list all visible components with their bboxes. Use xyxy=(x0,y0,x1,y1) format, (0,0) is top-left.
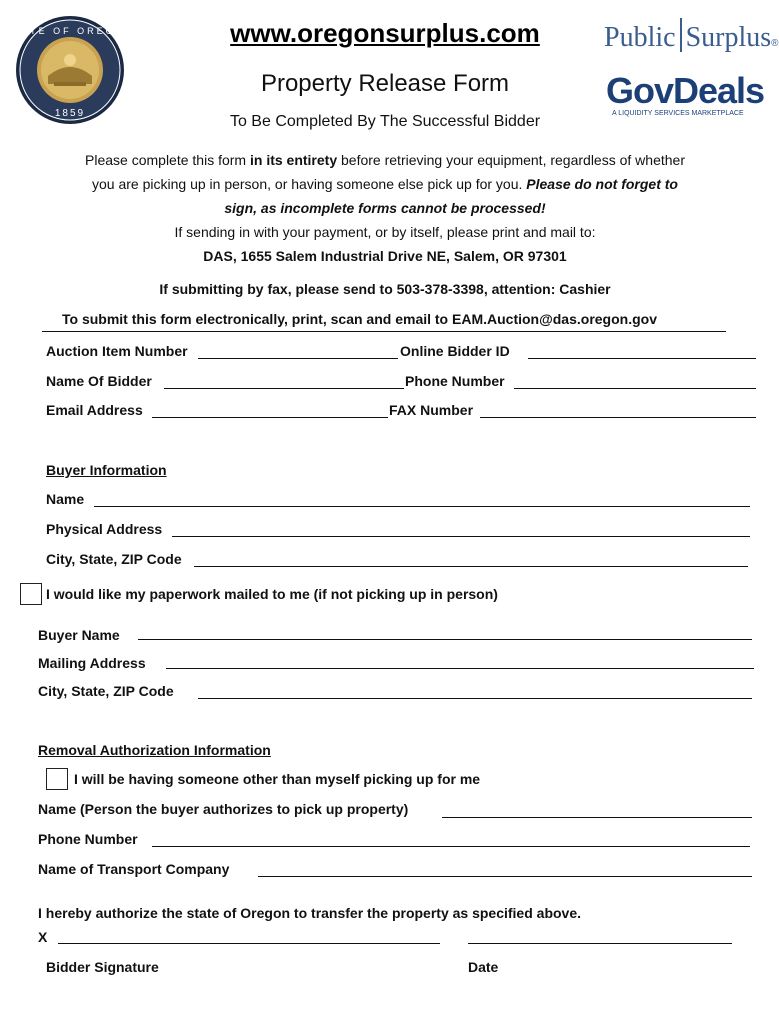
physical-address-label: Physical Address xyxy=(46,521,163,537)
transport-company-field[interactable] xyxy=(258,876,752,877)
authorized-person-label: Name (Person the buyer authorizes to pick up property) xyxy=(38,801,409,817)
mailing-address: DAS, 1655 Salem Industrial Drive NE, Salem, OR 97301 xyxy=(203,248,567,264)
fax-instructions: If submitting by fax, please send to 503-378-3398, attention: Cashier xyxy=(159,281,611,297)
authorized-person-field[interactable] xyxy=(442,817,752,818)
fax-number-field[interactable] xyxy=(480,417,756,418)
page-title: Property Release Form xyxy=(260,70,510,97)
auction-item-field[interactable] xyxy=(198,358,398,359)
mailing-address-label: Mailing Address xyxy=(38,655,146,671)
mail-buyer-name-label: Buyer Name xyxy=(38,627,120,643)
date-field[interactable] xyxy=(468,943,732,944)
instructions-line-1: Please complete this form in its entirety before retrieving your equipment, regardless of whether xyxy=(85,152,685,168)
buyer-city-label: City, State, ZIP Code xyxy=(46,551,182,567)
email-address-label: Email Address xyxy=(46,402,143,418)
public-surplus-logo: Public Surplus® xyxy=(604,18,754,60)
buyer-information-heading: Buyer Information xyxy=(46,462,167,478)
instructions-line-4: If sending in with your payment, or by itself, please print and mail to: xyxy=(174,224,596,240)
transport-company-label: Name of Transport Company xyxy=(38,861,230,877)
someone-else-pickup-checkbox[interactable] xyxy=(46,768,68,790)
fax-number-label: FAX Number xyxy=(389,402,474,418)
mail-city-field[interactable] xyxy=(198,698,752,699)
authorization-statement: I hereby authorize the state of Oregon to transfer the property as specified above. xyxy=(38,905,582,921)
removal-authorization-heading: Removal Authorization Information xyxy=(38,742,271,758)
phone-number-field[interactable] xyxy=(514,388,756,389)
physical-address-field[interactable] xyxy=(172,536,750,537)
mail-buyer-name-field[interactable] xyxy=(138,639,752,640)
date-label: Date xyxy=(468,959,499,975)
removal-phone-label: Phone Number xyxy=(38,831,138,847)
auction-item-label: Auction Item Number xyxy=(46,343,188,359)
buyer-city-field[interactable] xyxy=(194,566,748,567)
instructions-line-2: you are picking up in person, or having someone else pick up for you. Please do not forget to xyxy=(92,176,678,192)
name-of-bidder-field[interactable] xyxy=(164,388,404,389)
phone-number-label: Phone Number xyxy=(405,373,505,389)
buyer-name-field[interactable] xyxy=(94,506,750,507)
mail-paperwork-checkbox[interactable] xyxy=(20,583,42,605)
online-bidder-id-label: Online Bidder ID xyxy=(400,343,510,359)
govdeals-logo: GovDeals A LIQUIDITY SERVICES MARKETPLACE xyxy=(606,70,765,117)
mail-paperwork-label: I would like my paperwork mailed to me (if not picking up in person) xyxy=(46,586,498,602)
buyer-name-label: Name xyxy=(46,491,85,507)
someone-else-pickup-label: I will be having someone other than myself picking up for me xyxy=(74,771,481,787)
seal-top-text: STATE OF OREGON xyxy=(4,26,136,36)
seal-year: 1859 xyxy=(54,108,86,119)
mail-city-label: City, State, ZIP Code xyxy=(38,683,174,699)
page-subtitle: To Be Completed By The Successful Bidder xyxy=(229,113,541,130)
mailing-address-field[interactable] xyxy=(166,668,754,669)
bidder-signature-label: Bidder Signature xyxy=(46,959,159,975)
divider xyxy=(42,331,726,332)
website-link[interactable]: www.oregonsurplus.com xyxy=(230,18,540,48)
signature-x-mark: X xyxy=(38,929,48,945)
instructions-line-3: sign, as incomplete forms cannot be processed! xyxy=(224,200,546,216)
email-address-field[interactable] xyxy=(152,417,388,418)
name-of-bidder-label: Name Of Bidder xyxy=(46,373,152,389)
removal-phone-field[interactable] xyxy=(152,846,750,847)
email-instructions: To submit this form electronically, print, scan and email to EAM.Auction@das.oregon.gov xyxy=(62,311,657,327)
signature-field[interactable] xyxy=(58,943,440,944)
online-bidder-id-field[interactable] xyxy=(528,358,756,359)
